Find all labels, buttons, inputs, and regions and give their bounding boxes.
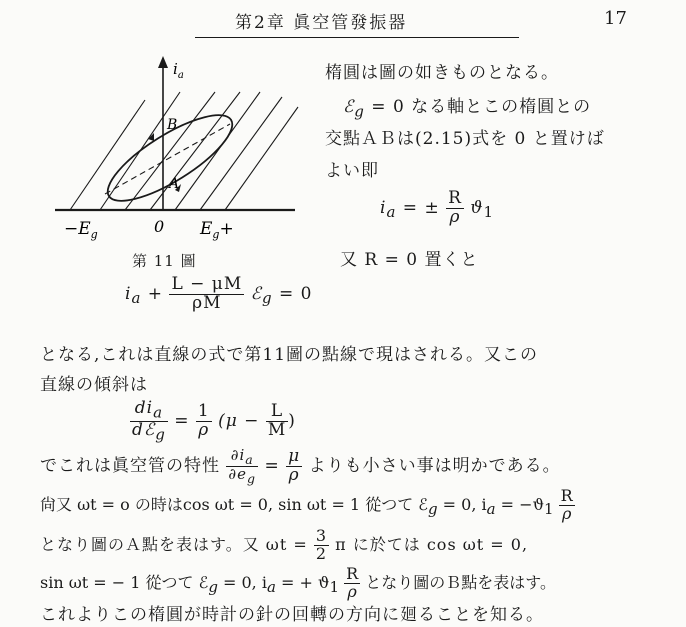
y-axis-arrow	[158, 56, 168, 68]
body-line-2: 直線の傾斜は	[40, 375, 148, 395]
header-rule	[195, 37, 519, 38]
body-line-5: となり圖のＡ點を表はす。又 ωt = $\frac{3}{2}$ π に於ては cos ωt = 0,	[40, 526, 529, 563]
right-text-line-3: 交點ＡＢは(2.15)式を 0 と置けば	[325, 129, 605, 149]
body-line-1: となる,これは直線の式で第11圖の點線で現はされる。又この	[40, 345, 539, 365]
slope-equation: $\frac{di_a}{dℰ_g}$ = $\frac{1}{\rho}$ (μ − $\frac{L}{M}$ )	[132, 398, 296, 444]
figure-caption: 第 11 圖	[132, 252, 197, 270]
page-number: 17	[604, 8, 627, 29]
characteristic-line	[225, 107, 298, 210]
right-text-line-2: ℰ$_g$ = 0 なる軸とこの楕圓との	[343, 97, 592, 121]
axis-label-pos-eg: $E_g+$	[200, 219, 234, 241]
right-text-line-5: 又 R = 0 置くと	[340, 250, 479, 270]
body-line-4: 尙又 ωt = o の時はcos ωt = 0, sin ωt = 1 從つて ℰ$_g$ = 0, $i_a = -ϑ_1$ $\frac{R}{\rho}$	[40, 486, 573, 523]
axis-label-origin: 0	[154, 217, 165, 236]
figure-equation: $i_a$ + $\frac{L - \mu M}{\rho M}$ ℰ$_g$ = 0	[125, 274, 313, 313]
characteristic-line	[200, 97, 282, 210]
figure-11	[50, 52, 300, 247]
point-a-label: A	[169, 176, 180, 192]
axis-label-neg-eg: $-E_g$	[64, 219, 98, 241]
right-text-line-1: 楕圓は圖の如きものとなる。	[325, 63, 559, 83]
body-line-3: でこれは眞空管の特性 $\frac{\partial i_a}{\partial e_g}$ = $\frac{\mu}{\rho}$ よりも小さい事は明かである。	[40, 446, 561, 487]
axis-label-ia: $i_a$	[173, 60, 184, 81]
chapter-title: 第2章 眞空管發振器	[235, 13, 408, 33]
right-equation: $i_a$ = ± $\frac{R}{\rho}$ $ϑ_1$	[380, 188, 495, 227]
body-line-6: sin ωt = − 1 從つて ℰ$_g$ = 0, $i_a$ = + $ϑ_1$ $\frac{R}{\rho}$ となり圖のＢ點を表はす。	[40, 564, 556, 601]
point-b-label: B	[167, 117, 178, 133]
characteristic-line	[175, 92, 260, 210]
right-text-line-4: よい即	[325, 161, 379, 181]
body-line-7: これよりこの楕圓が時計の針の回轉の方向に廻ることを知る。	[40, 605, 544, 625]
